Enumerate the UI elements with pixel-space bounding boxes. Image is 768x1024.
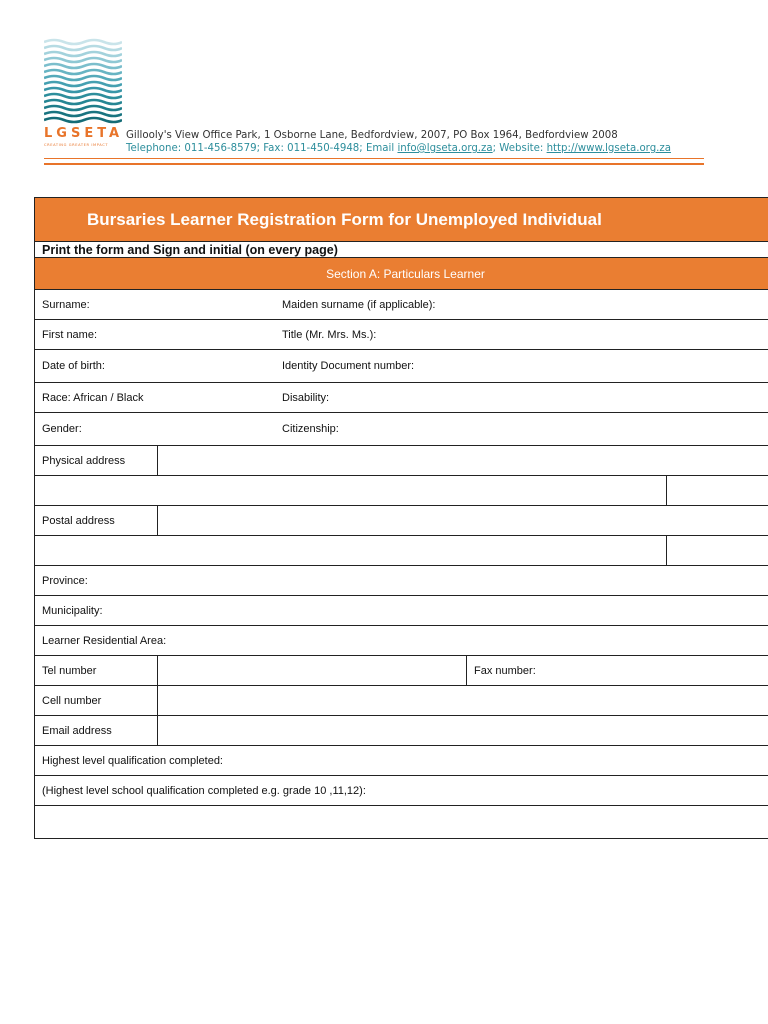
race-label: Race: African / Black [42, 391, 144, 404]
highest-qualification-label: Highest level qualification completed: [42, 754, 223, 767]
gender-row[interactable] [35, 413, 768, 446]
header-divider [44, 158, 704, 159]
cell-field[interactable] [158, 686, 768, 716]
first-name-label: First name: [42, 328, 98, 341]
surname-label: Surname: [42, 298, 90, 311]
postal-address-line-2[interactable] [35, 536, 667, 566]
email-label: Email address [35, 716, 158, 746]
tel-label: Tel number [35, 656, 158, 686]
physical-address-code[interactable] [667, 476, 768, 506]
gender-label: Gender: [42, 423, 82, 435]
fax-label: Fax number: [474, 664, 536, 677]
website-prefix: ; Website: [492, 143, 547, 154]
maiden-surname-label: Maiden surname (if applicable): [282, 298, 436, 311]
municipality-label: Municipality: [42, 604, 103, 617]
school-qualification-field[interactable] [35, 806, 768, 839]
residential-area-row[interactable] [35, 626, 768, 656]
form-title: Bursaries Learner Registration Form for Unemployed Individual [35, 198, 768, 242]
header-divider-thick [44, 163, 704, 165]
physical-address-label: Physical address [35, 446, 158, 476]
physical-address-field[interactable] [158, 446, 768, 476]
physical-address-line-2[interactable] [35, 476, 667, 506]
school-qualification-label: (Highest level school qualification completed e.g. grade 10 ,11,12): [42, 784, 366, 797]
tel-field[interactable] [158, 656, 467, 686]
title-label: Title (Mr. Mrs. Ms.): [282, 328, 377, 341]
website-link[interactable]: http://www.lgseta.org.za [546, 143, 671, 154]
municipality-row[interactable] [35, 596, 768, 626]
id-number-label: Identity Document number: [282, 360, 415, 372]
cell-label: Cell number [35, 686, 158, 716]
postal-address-label: Postal address [35, 506, 158, 536]
province-row[interactable] [35, 566, 768, 596]
form-instruction: Print the form and Sign and initial (on every page) [35, 242, 768, 258]
school-qualification-row [35, 776, 768, 806]
residential-area-label: Learner Residential Area: [42, 634, 167, 647]
logo-name: LGSETA [44, 126, 124, 141]
logo-waves-icon [44, 38, 122, 124]
dob-row[interactable] [35, 350, 768, 383]
registration-form [34, 197, 768, 839]
postal-address-field[interactable] [158, 506, 768, 536]
disability-label: Disability: [282, 391, 330, 404]
email-field[interactable] [158, 716, 768, 746]
section-a-heading: Section A: Particulars Learner [35, 258, 768, 290]
province-label: Province: [42, 574, 88, 587]
first-name-row[interactable] [35, 320, 768, 350]
email-link[interactable]: info@lgseta.org.za [397, 143, 493, 154]
highest-qualification-row[interactable] [35, 746, 768, 776]
contact-prefix: Telephone: 011-456-8579; Fax: 011-450-4948; Email [126, 143, 398, 154]
postal-address-code[interactable] [667, 536, 768, 566]
surname-row[interactable] [35, 290, 768, 320]
dob-label: Date of birth: [42, 360, 105, 372]
contact-line [126, 143, 671, 154]
race-row[interactable] [35, 383, 768, 413]
address-line: Gillooly's View Office Park, 1 Osborne Lane, Bedfordview, 2007, PO Box 1964, Bedfordview 2008 [126, 130, 618, 141]
lgseta-logo [44, 38, 122, 124]
fax-cell[interactable] [467, 656, 768, 686]
citizenship-label: Citizenship: [282, 423, 339, 435]
logo-tagline: CREATING GREATER IMPACT [44, 143, 109, 147]
